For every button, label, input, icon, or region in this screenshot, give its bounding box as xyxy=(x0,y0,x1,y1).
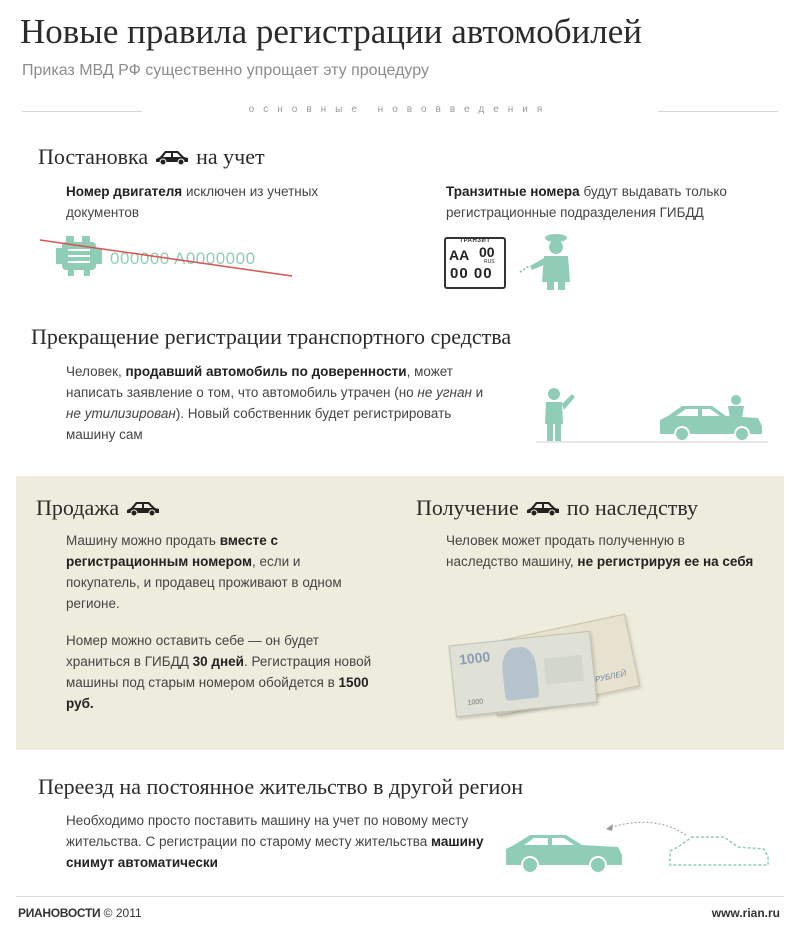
inheritance-title-a: Получение xyxy=(416,495,519,520)
sale-p1-t2: , если и покупатель, и продавец проживают в одном регионе. xyxy=(66,554,342,611)
sale-p2-bold-days: 30 дней xyxy=(192,654,244,669)
page-subtitle: Приказ МВД РФ существенно упрощает эту процедуру xyxy=(22,62,429,79)
engine-number-rest: исключен из учетных документов xyxy=(66,184,319,220)
engine-number-bold: Номер двигателя xyxy=(66,184,183,199)
relocation-t1: Необходимо просто поставить машину на учет по новому месту жительства. С регистрации по старому месту жительства xyxy=(66,813,469,849)
car-icon xyxy=(125,499,161,517)
car-with-driver-icon xyxy=(660,395,762,442)
transit-plates-rest: будут выдавать только регистрационные подразделения ГИБДД xyxy=(446,184,727,220)
sale-p2-t1: Номер можно оставить себе — он будет храниться в ГИБДД xyxy=(66,633,319,669)
registration-title-a: Постановка xyxy=(38,144,149,169)
page-title: Новые правила регистрации автомобилей xyxy=(20,12,643,51)
sale-paragraph-1 xyxy=(66,530,376,614)
sale-section-title xyxy=(36,495,161,521)
banknote-front xyxy=(449,631,598,717)
footer-copyright: © 2011 xyxy=(103,906,142,920)
sale-paragraph-2 xyxy=(66,630,376,714)
banknote-back-word: РУБЛЕЙ xyxy=(594,668,628,685)
transit-plate-label: ТРАНЗИТ xyxy=(459,238,491,244)
termination-t3: и xyxy=(471,385,484,400)
sale-title-text: Продажа xyxy=(36,495,120,520)
relocation-text xyxy=(66,810,496,873)
inheritance-title-b: по наследству xyxy=(566,495,698,520)
inheritance-text xyxy=(446,530,756,572)
termination-italic-2: не утилизирован xyxy=(66,406,176,421)
transit-plate-region: RUS xyxy=(484,259,495,265)
transit-plates-bold: Транзитные номера xyxy=(446,184,580,199)
car-icon xyxy=(525,499,561,517)
termination-text xyxy=(66,361,496,445)
car-icon xyxy=(506,835,622,874)
inheritance-bold: не регистрируя ее на себя xyxy=(577,554,754,569)
transit-plate xyxy=(444,237,506,289)
termination-t2: , может написать заявление о том, что автомобиль утрачен (но xyxy=(66,364,453,400)
divider-line-right xyxy=(658,111,778,112)
traffic-officer-icon xyxy=(516,232,586,290)
footer-site-link[interactable]: www.rian.ru xyxy=(711,906,780,920)
termination-t1: Человек, xyxy=(66,364,126,379)
sale-p1-bold: вместе с регистрационным номером xyxy=(66,533,279,569)
footer-credit xyxy=(18,906,142,920)
engine-number-text xyxy=(66,181,386,223)
seller-and-buyer-illustration xyxy=(536,380,768,444)
termination-bold: продавший автомобиль по доверенности xyxy=(125,364,407,379)
section-divider-label: основные нововведения xyxy=(248,104,552,115)
transit-plate-digits-top: 00 xyxy=(479,244,495,260)
termination-t4: ). Новый собственник будет регистрировать машину сам xyxy=(66,406,452,442)
sale-p2-bold-price: 1500 руб. xyxy=(66,675,369,711)
relocation-section-title: Переезд на постоянное жительство в другой регион xyxy=(38,774,524,799)
banknote-window xyxy=(544,655,585,685)
ria-logo: РИАНОВОСТИ xyxy=(18,906,101,920)
registration-section-title xyxy=(38,144,265,170)
relocation-illustration xyxy=(502,815,772,879)
footer-divider xyxy=(16,896,784,897)
transit-plates-text xyxy=(446,181,791,223)
sale-p2-t2: . Регистрация новой машины под старым номером обойдется в xyxy=(66,654,372,690)
termination-italic-1: не угнан xyxy=(417,385,472,400)
banknote-value-bottom: 1000 xyxy=(467,698,484,707)
inheritance-section-title xyxy=(416,495,698,521)
person-icon xyxy=(545,388,575,441)
transit-plate-letters: АА xyxy=(449,247,470,263)
termination-section-title: Прекращение регистрации транспортного средства xyxy=(31,324,512,349)
curved-arrow-icon xyxy=(606,822,686,835)
car-icon xyxy=(154,148,190,166)
banknote-value-top: 1000 xyxy=(458,648,491,668)
registration-title-b: на учет xyxy=(196,144,265,169)
strike-line xyxy=(38,236,298,280)
transit-plate-digits-bottom: 00 00 xyxy=(450,265,493,282)
dashed-car-outline-icon xyxy=(670,837,768,865)
banknote-monument xyxy=(500,646,539,701)
engine-number-value: 000000 A0000000 xyxy=(110,249,256,268)
sale-p1-t1: Машину можно продать xyxy=(66,533,220,548)
relocation-bold: машину снимут автоматически xyxy=(66,834,484,870)
divider-line-left xyxy=(22,111,142,112)
inheritance-t1: Человек может продать полученную в наследство машину, xyxy=(446,533,685,569)
